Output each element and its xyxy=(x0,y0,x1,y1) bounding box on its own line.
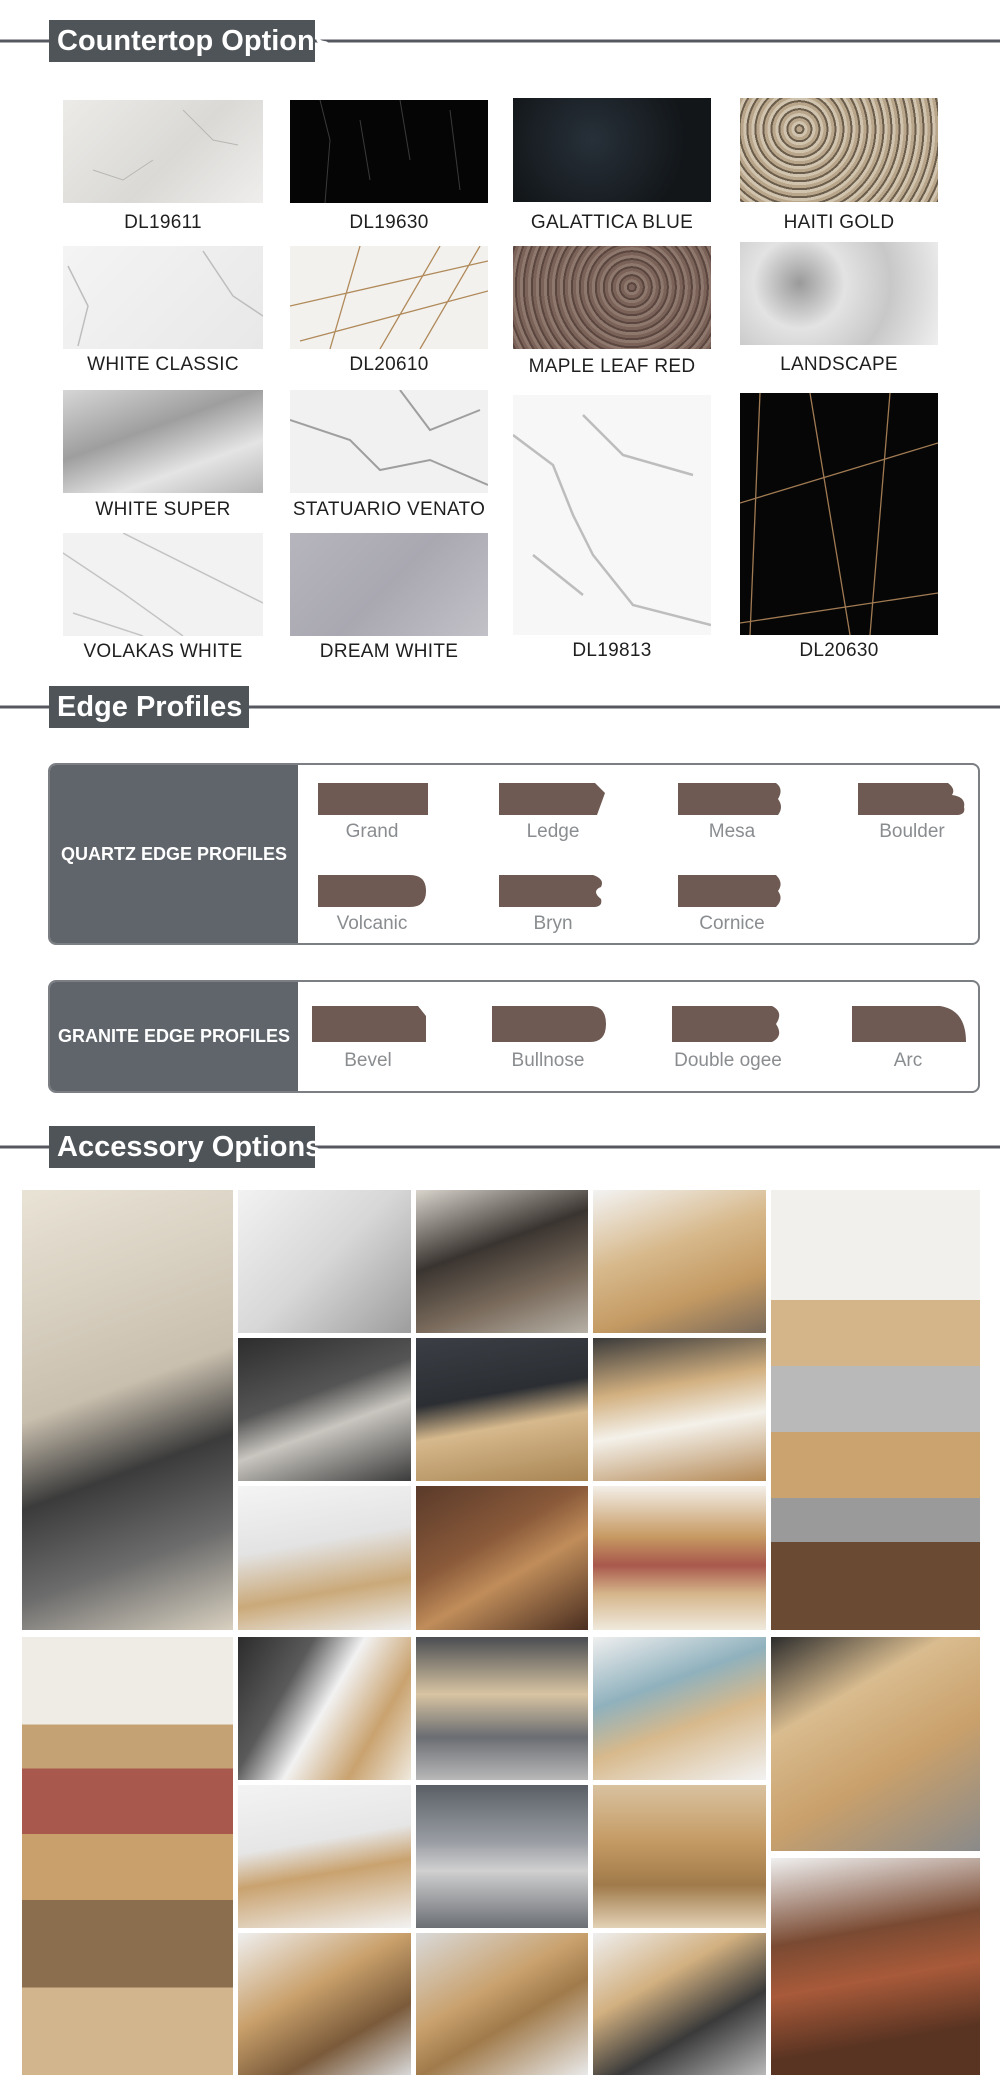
swatch-dream-white-image xyxy=(290,533,488,636)
countertop-section-header xyxy=(0,20,1000,62)
photo-pantry-rollout xyxy=(593,1785,766,1928)
marble-veins xyxy=(290,246,488,349)
photo-drawer-boxes xyxy=(416,1338,588,1481)
granite-edge-panel xyxy=(48,980,980,1093)
photo-utensil-organizer xyxy=(416,1486,588,1630)
profile-bryn-label: Bryn xyxy=(533,913,573,934)
swatch-dl19611-label: DL19611 xyxy=(124,212,202,233)
swatch-maple-leaf-red-image xyxy=(513,246,711,349)
photo-pullout-basket xyxy=(238,1190,411,1333)
photo-tray-storage xyxy=(416,1637,588,1780)
photo-spice-pullout xyxy=(416,1933,588,2075)
marble-veins xyxy=(740,393,938,635)
swatch-dl19611-image xyxy=(63,100,263,203)
profile-mesa-shape xyxy=(672,779,792,819)
profile-volcanic-label: Volcanic xyxy=(336,913,408,934)
swatch-haiti-gold-image xyxy=(740,98,938,202)
profile-cornice-shape xyxy=(672,871,792,911)
swatch-galattica-blue-label: GALATTICA BLUE xyxy=(530,212,694,233)
swatch-dl19813-label: DL19813 xyxy=(572,640,652,661)
swatch-white-classic-label: WHITE CLASSIC xyxy=(87,354,239,375)
profile-boulder-shape xyxy=(852,779,972,819)
accessory-section-header xyxy=(0,1126,1000,1168)
photo-corner-drawer xyxy=(238,1486,411,1630)
photo-cutlery-pullout xyxy=(416,1190,588,1333)
photo-produce-drawers xyxy=(771,1858,980,2075)
photo-blind-corner-lazy-susan xyxy=(238,1338,411,1481)
photo-pot-lid-organizer xyxy=(593,1933,766,2075)
swatch-dream-white-label: DREAM WHITE xyxy=(319,641,459,662)
swatch-white-classic-image xyxy=(63,246,263,349)
profile-volcanic-shape xyxy=(312,871,432,911)
profile-grand-label: Grand xyxy=(345,821,399,842)
swatch-maple-leaf-red-label: MAPLE LEAF RED xyxy=(528,356,696,377)
swatch-white-super-image xyxy=(63,390,263,493)
profile-grand-shape xyxy=(312,779,432,819)
marble-veins xyxy=(63,246,263,349)
section-title: Edge Profiles xyxy=(49,686,249,728)
swatch-statuario-venato-label: STATUARIO VENATO xyxy=(292,499,486,520)
profile-arc-shape xyxy=(848,1004,972,1046)
swatch-dl20610-image xyxy=(290,246,488,349)
profile-cornice-label: Cornice xyxy=(699,913,765,934)
photo-pantry-door-rack xyxy=(593,1486,766,1630)
marble-veins xyxy=(513,395,711,635)
photo-spice-drawer xyxy=(593,1190,766,1333)
profile-ledge-shape xyxy=(493,779,613,819)
swatch-dl19630-image xyxy=(290,100,488,203)
photo-wire-pantry-pullout xyxy=(416,1785,588,1928)
edge-section-header xyxy=(0,686,1000,728)
photo-rollout-pots xyxy=(771,1190,980,1630)
swatch-volakas-white-label: VOLAKAS WHITE xyxy=(83,641,243,662)
photo-sink-base-pullout xyxy=(238,1785,411,1928)
swatch-dl19813-image xyxy=(513,395,711,635)
profile-arc-label: Arc xyxy=(893,1050,923,1071)
swatch-dl20610-label: DL20610 xyxy=(349,354,429,375)
photo-tv-lift-cabinet xyxy=(22,1190,233,1630)
photo-utensil-pullout xyxy=(238,1933,411,2075)
swatch-volakas-white-image xyxy=(63,533,263,636)
swatch-dl20630-image xyxy=(740,393,938,635)
profile-double-ogee-label: Double ogee xyxy=(674,1050,782,1071)
swatch-landscape-label: LANDSCAPE xyxy=(780,354,898,375)
profile-bullnose-shape xyxy=(488,1004,612,1046)
marble-veins xyxy=(63,100,263,203)
photo-pantry-cabinet xyxy=(22,1637,233,2075)
profile-boulder-label: Boulder xyxy=(879,821,945,842)
profile-mesa-label: Mesa xyxy=(708,821,756,842)
profile-bullnose-label: Bullnose xyxy=(511,1050,585,1071)
photo-tray-divider xyxy=(238,1637,411,1780)
swatch-galattica-blue-image xyxy=(513,98,711,202)
swatch-statuario-venato-image xyxy=(290,390,488,493)
photo-towel-pullout xyxy=(593,1637,766,1780)
profile-ledge-label: Ledge xyxy=(526,821,580,842)
quartz-edge-title: QUARTZ EDGE PROFILES xyxy=(50,765,298,943)
section-title: Countertop Options xyxy=(49,20,315,62)
photo-dish-drawer xyxy=(593,1338,766,1481)
profile-double-ogee-shape xyxy=(668,1004,792,1046)
quartz-edge-panel xyxy=(48,763,980,945)
marble-veins xyxy=(290,100,488,203)
marble-veins xyxy=(63,533,263,636)
swatch-dl19630-label: DL19630 xyxy=(349,212,429,233)
swatch-dl20630-label: DL20630 xyxy=(799,640,879,661)
photo-knife-insert xyxy=(771,1637,980,1851)
swatch-white-super-label: WHITE SUPER xyxy=(95,499,231,520)
profile-bevel-shape xyxy=(308,1004,432,1046)
marble-veins xyxy=(290,390,488,493)
swatch-landscape-image xyxy=(740,242,938,345)
granite-edge-title: GRANITE EDGE PROFILES xyxy=(50,982,298,1091)
swatch-haiti-gold-label: HAITI GOLD xyxy=(783,212,895,233)
section-title: Accessory Options xyxy=(49,1126,315,1168)
profile-bryn-shape xyxy=(493,871,613,911)
profile-bevel-label: Bevel xyxy=(344,1050,392,1071)
